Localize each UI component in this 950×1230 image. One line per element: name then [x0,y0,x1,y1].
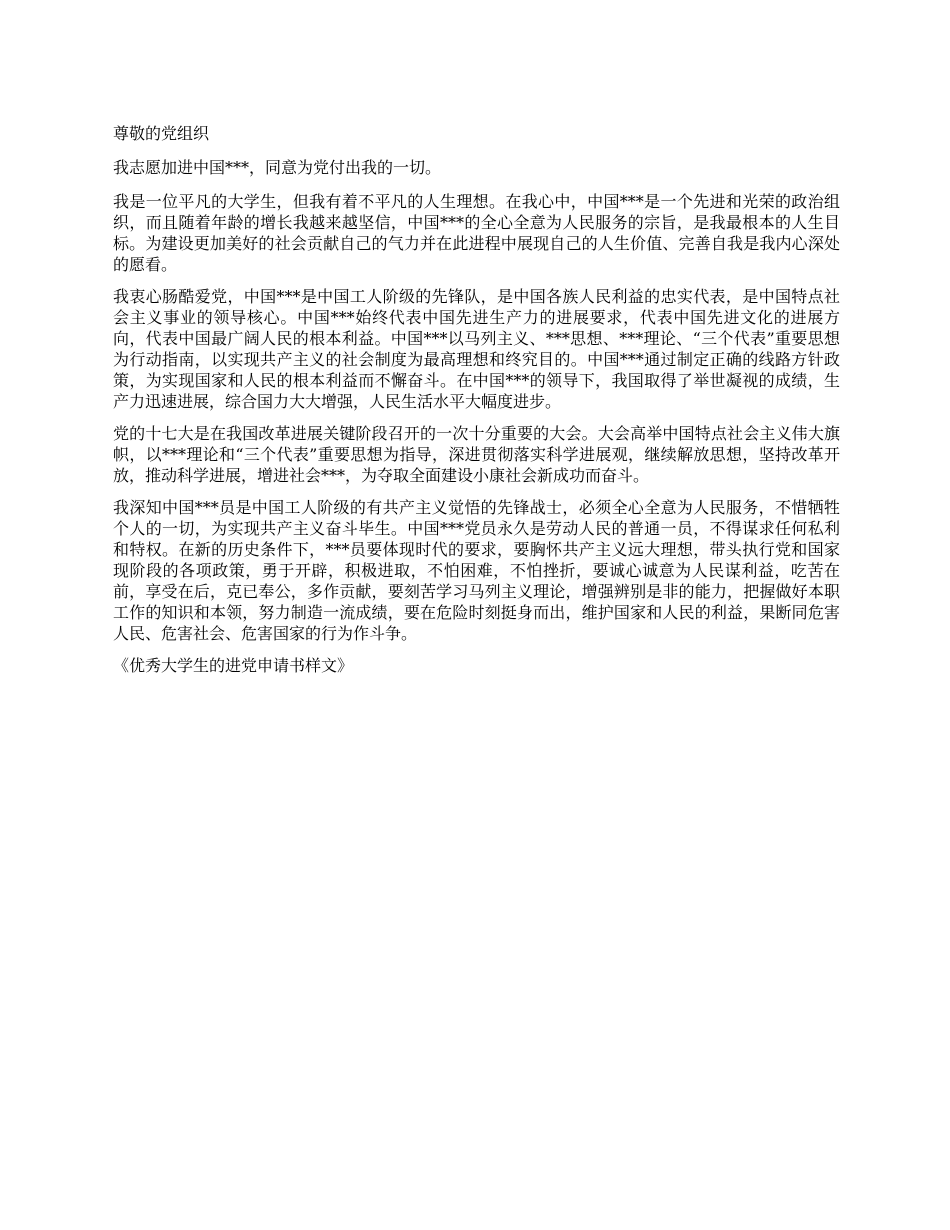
paragraph-party-love: 我衷心肠酷爱党，中国***是中国工人阶级的先锋队，是中国各族人民利益的忠实代表，是中国特点社会主义事业的领导核心。中国***始终代表中国先进生产力的进展要求，代表中国先进文化的进展方向，代表中国最广阔人民的根本利益。中国***以马列主义、***思想、***理论、“三个代表”重要思想为行动指南，以实现共产主义的社会制度为最高理想和终究目的。中国***通过制定正确的线路方针政策，为实现国家和人民的根本利益而不懈奋斗。在中国***的领导下，我国取得了举世凝视的成绩，生产力迅速进展，综合国力大大增强，人民生活水平大幅度进步。 [113,287,840,411]
paragraph-ideal: 我是一位平凡的大学生，但我有着不平凡的人生理想。在我心中，中国***是一个先进和光荣的政治组织，而且随着年龄的增长我越来越坚信，中国***的全心全意为人民服务的宗旨，是我最根本的人生目标。为建设更加美好的社会贡献自己的气力并在此进程中展现自己的人生价值、完善自我是我内心深处的愿看。 [113,192,840,274]
paragraph-congress: 党的十七大是在我国改革进展关键阶段召开的一次十分重要的大会。大会高举中国特点社会主义伟大旗帜，以***理论和“三个代表”重要思想为指导，深进贯彻落实科学进展观，继续解放思想，坚持改革开放，推动科学进展，增进社会***，为夺取全面建设小康社会新成功而奋斗。 [113,424,840,485]
salutation: 尊敬的党组织 [113,124,210,143]
document-title-footer: 《优秀大学生的进党申请书样文》 [113,656,354,675]
paragraph-pledge: 我志愿加进中国***，同意为党付出我的一切。 [113,158,442,177]
paragraph-member-duty: 我深知中国***员是中国工人阶级的有共产主义觉悟的先锋战士，必须全心全意为人民服务，不惜牺牲个人的一切，为实现共产主义奋斗毕生。中国***党员永久是劳动人民的普通一员，不得谋求任何私利和特权。在新的历史条件下，***员要体现时代的要求，要胸怀共产主义远大理想，带头执行党和国家现阶段的各项政策，勇于开辟，积极进取，不怕困难，不怕挫折，要诚心诚意为人民谋利益，吃苦在前，享受在后，克已奉公，多作贡献，要刻苦学习马列主义理论，增强辨别是非的能力，把握做好本职工作的知识和本领，努力制造一流成绩，要在危险时刻挺身而出，维护国家和人民的利益，果断同危害人民、危害社会、危害国家的行为作斗争。 [113,498,840,643]
